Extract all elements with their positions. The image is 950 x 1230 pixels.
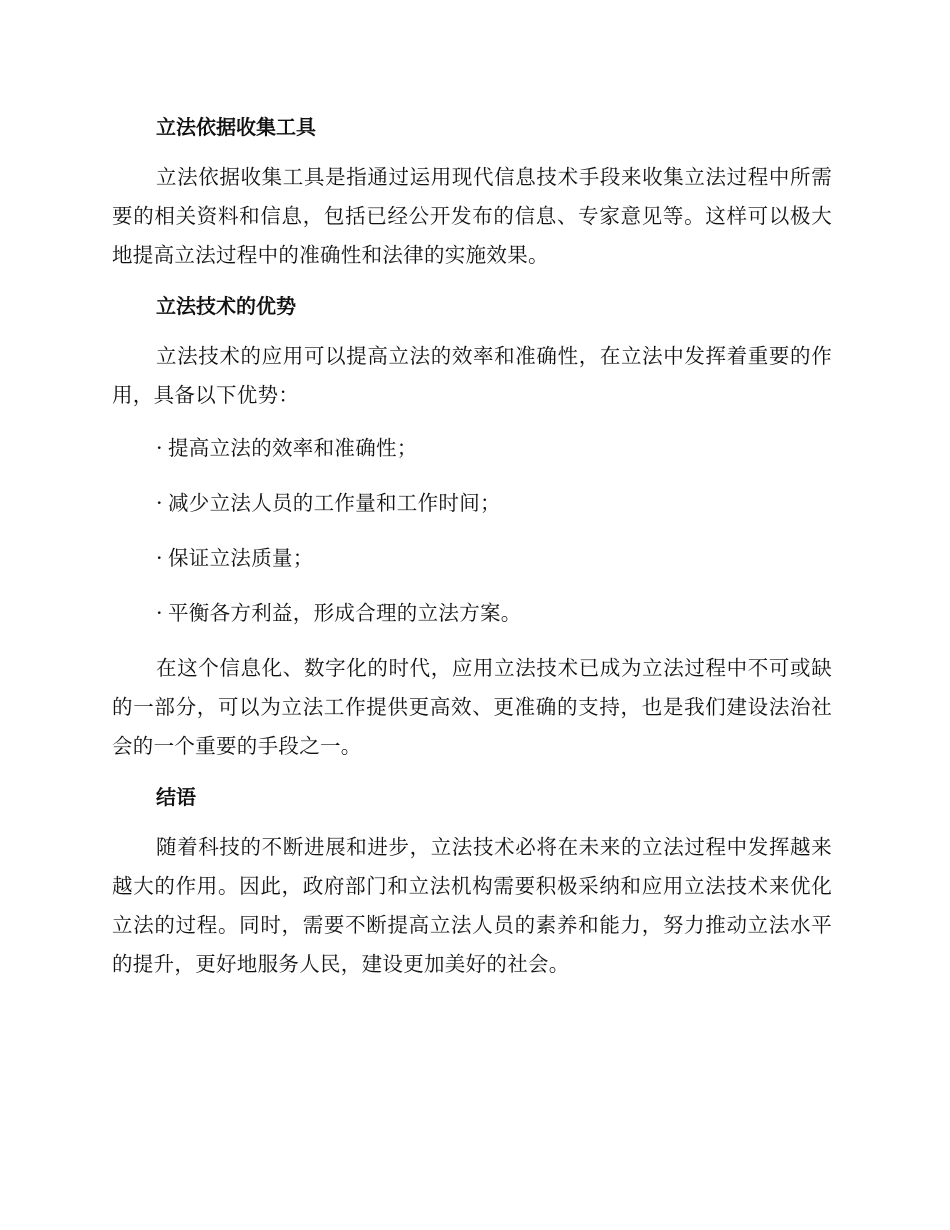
section-heading-conclusion: 结语 xyxy=(156,785,196,809)
bullet-marker: · xyxy=(156,546,163,570)
list-item-text: 减少立法人员的工作量和工作时间； xyxy=(168,491,501,515)
bullet-marker: · xyxy=(156,601,163,625)
paragraph-digital-era: 在这个信息化、数字化的时代，应用立法技术已成为立法过程中不可或缺的一部分，可以为立法工作提供更高效、更准确的支持，也是我们建设法治社会的一个重要的手段之一。 xyxy=(112,656,832,758)
bullet-marker: · xyxy=(156,436,163,460)
list-item-text: 保证立法质量； xyxy=(168,546,314,570)
section-heading-evidence-tools: 立法依据收集工具 xyxy=(156,115,316,139)
list-item xyxy=(112,594,832,633)
document-body xyxy=(112,110,832,998)
list-item-text: 平衡各方利益，形成合理的立法方案。 xyxy=(168,601,522,625)
paragraph-conclusion: 随着科技的不断进展和进步，立法技术必将在未来的立法过程中发挥越来越大的作用。因此，政府部门和立法机构需要积极采纳和应用立法技术来优化立法的过程。同时，需要不断提高立法人员的素养和能力，努力推动立法水平的提升，更好地服务人民，建设更加美好的社会。 xyxy=(112,835,832,976)
list-item xyxy=(112,429,832,468)
paragraph-advantages-intro: 立法技术的应用可以提高立法的效率和准确性，在立法中发挥着重要的作用，具备以下优势： xyxy=(112,344,832,407)
bullet-marker: · xyxy=(156,491,163,515)
section-heading-advantages: 立法技术的优势 xyxy=(156,294,296,318)
list-item xyxy=(112,539,832,578)
list-item-text: 提高立法的效率和准确性； xyxy=(168,436,418,460)
paragraph-evidence-tools: 立法依据收集工具是指通过运用现代信息技术手段来收集立法过程中所需要的相关资料和信息，包括已经公开发布的信息、专家意见等。这样可以极大地提高立法过程中的准确性和法律的实施效果。 xyxy=(112,165,832,267)
list-item xyxy=(112,484,832,523)
